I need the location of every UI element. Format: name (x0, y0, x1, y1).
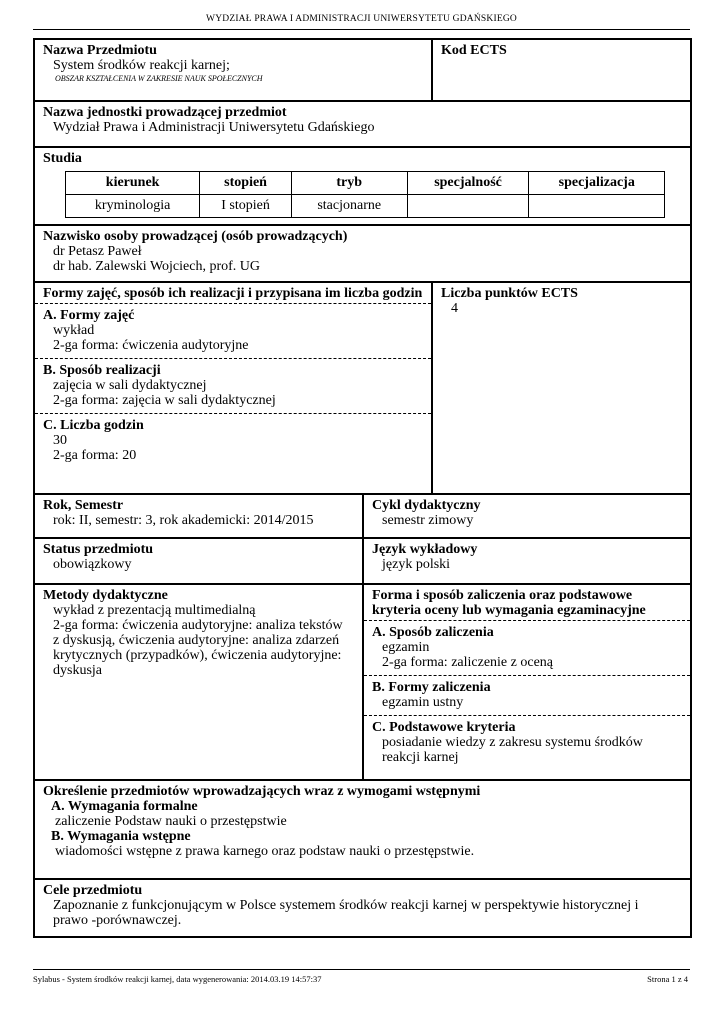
studies-table (65, 171, 665, 218)
footer-left: Sylabus - System środków reakcji karnej, data wygenerowania: 2014.03.19 14:57:37 (33, 974, 322, 984)
cell-specjalnosc (407, 195, 529, 218)
syllabus-sheet (33, 38, 692, 938)
assessment-b-value: egzamin ustny (382, 695, 464, 710)
col-specjalnosc: specjalność (407, 172, 529, 195)
status-row (35, 539, 690, 585)
teacher-1: dr Petasz Paweł (53, 244, 142, 259)
language-label: Język wykładowy (372, 542, 478, 557)
forms-label: Formy zajęć, sposób ich realizacji i przypisana im liczba godzin (43, 286, 423, 301)
prerequisites-b-label: B. Wymagania wstępne (51, 829, 191, 844)
prerequisites-label: Określenie przedmiotów wprowadzających wraz z wymogami wstępnymi (43, 784, 481, 799)
studies-cell (35, 148, 690, 224)
prerequisites-b-value: wiadomości wstępne z prawa karnego oraz podstaw nauki o przestępstwie. (55, 844, 475, 859)
assessment-c-section (364, 715, 690, 768)
cycle-label: Cykl dydaktyczny (372, 498, 481, 513)
status-cell (35, 539, 364, 583)
status-value: obowiązkowy (53, 557, 132, 572)
forms-b-section (35, 358, 431, 411)
teachers-label: Nazwisko osoby prowadzącej (osób prowadzących) (43, 229, 348, 244)
ects-points-label: Liczba punktów ECTS (441, 286, 578, 301)
studies-header-row (66, 172, 665, 195)
forms-b-line-2: 2-ga forma: zajęcia w sali dydaktycznej (53, 393, 276, 408)
col-kierunek: kierunek (66, 172, 200, 195)
assessment-label-2: kryteria oceny lub wymagania egzaminacyjne (372, 603, 646, 618)
cell-stopien: I stopień (200, 195, 292, 218)
col-stopien: stopień (200, 172, 292, 195)
assessment-a-label: A. Sposób zaliczenia (372, 625, 494, 640)
year-value: rok: II, semestr: 3, rok akademicki: 2014/2015 (53, 513, 314, 528)
ects-points-value: 4 (451, 301, 458, 316)
goals-cell (35, 880, 690, 936)
subject-row (35, 40, 690, 102)
prerequisites-a-label: A. Wymagania formalne (51, 799, 198, 814)
col-tryb: tryb (291, 172, 407, 195)
subject-label: Nazwa Przedmiotu (43, 43, 157, 58)
unit-row (35, 102, 690, 148)
studies-data-row (66, 195, 665, 218)
col-specjalizacja: specjalizacja (529, 172, 665, 195)
methods-cell (35, 585, 364, 779)
assessment-label-1: Forma i sposób zaliczenia oraz podstawowe (372, 588, 633, 603)
ects-code-cell (433, 40, 690, 100)
prerequisites-row (35, 781, 690, 880)
studies-row (35, 148, 690, 226)
forms-a-section (35, 303, 431, 356)
subject-name: System środków reakcji karnej; (53, 58, 230, 73)
goals-line-1: Zapoznanie z funkcjonującym w Polsce systemem środków reakcji karnej w perspektywie historycznej i (53, 898, 639, 913)
language-value: język polski (382, 557, 451, 572)
methods-line-1: wykład z prezentacją multimedialną (53, 603, 256, 618)
teachers-row (35, 226, 690, 283)
assessment-cell (364, 585, 690, 779)
methods-line-5: dyskusja (53, 663, 102, 678)
assessment-c-line-2: reakcji karnej (382, 750, 459, 765)
footer-page-number: Strona 1 z 4 (647, 974, 688, 984)
forms-c-line-2: 2-ga forma: 20 (53, 448, 137, 463)
forms-c-label: C. Liczba godzin (43, 418, 144, 433)
forms-a-label: A. Formy zajęć (43, 308, 135, 323)
studies-label: Studia (43, 151, 82, 166)
assessment-c-line-1: posiadanie wiedzy z zakresu systemu środków (382, 735, 643, 750)
cell-tryb: stacjonarne (291, 195, 407, 218)
ects-code-label: Kod ECTS (441, 43, 507, 58)
unit-label: Nazwa jednostki prowadzącej przedmiot (43, 105, 287, 120)
assessment-b-label: B. Formy zaliczenia (372, 680, 491, 695)
goals-label: Cele przedmiotu (43, 883, 143, 898)
prerequisites-a-value: zaliczenie Podstaw nauki o przestępstwie (55, 814, 287, 829)
cell-specjalizacja (529, 195, 665, 218)
forms-c-section (35, 413, 431, 466)
forms-b-line-1: zajęcia w sali dydaktycznej (53, 378, 207, 393)
unit-cell (35, 102, 690, 146)
goals-row (35, 880, 690, 936)
assessment-a-line-1: egzamin (382, 640, 430, 655)
goals-line-2: prawo -porównawczej. (53, 913, 182, 928)
methods-line-2: 2-ga forma: ćwiczenia audytoryjne: analiza tekstów (53, 618, 343, 633)
footer-rule (33, 969, 690, 970)
year-row (35, 495, 690, 539)
subject-cell (35, 40, 433, 100)
page-header: WYDZIAŁ PRAWA I ADMINISTRACJI UNIWERSYTETU GDAŃSKIEGO (206, 14, 517, 24)
header-rule (33, 29, 690, 30)
year-cell (35, 495, 364, 537)
year-label: Rok, Semestr (43, 498, 124, 513)
teacher-2: dr hab. Zalewski Wojciech, prof. UG (53, 259, 260, 274)
methods-line-3: z dyskusją, ćwiczenia audytoryjne: analiza zdarzeń (53, 633, 340, 648)
forms-a-line-1: wykład (53, 323, 95, 338)
cycle-value: semestr zimowy (382, 513, 474, 528)
unit-value: Wydział Prawa i Administracji Uniwersytetu Gdańskiego (53, 120, 375, 135)
forms-b-label: B. Sposób realizacji (43, 363, 161, 378)
forms-c-line-1: 30 (53, 433, 67, 448)
status-label: Status przedmiotu (43, 542, 154, 557)
forms-a-line-2: 2-ga forma: ćwiczenia audytoryjne (53, 338, 249, 353)
prerequisites-cell (35, 781, 690, 878)
cycle-cell (364, 495, 690, 537)
methods-row (35, 585, 690, 781)
methods-line-4: krytycznych (przypadków), ćwiczenia audytoryjne: (53, 648, 342, 663)
assessment-b-section (364, 675, 690, 713)
language-cell (364, 539, 690, 583)
subject-area: OBSZAR KSZTAŁCENIA W ZAKRESIE NAUK SPOŁECZNYCH (55, 74, 263, 83)
assessment-a-section (364, 620, 690, 673)
methods-label: Metody dydaktyczne (43, 588, 168, 603)
forms-row (35, 283, 690, 495)
assessment-a-line-2: 2-ga forma: zaliczenie z oceną (382, 655, 554, 670)
assessment-c-label: C. Podstawowe kryteria (372, 720, 516, 735)
teachers-cell (35, 226, 690, 281)
forms-cell (35, 283, 433, 493)
cell-kierunek: kryminologia (66, 195, 200, 218)
ects-points-cell (433, 283, 690, 493)
